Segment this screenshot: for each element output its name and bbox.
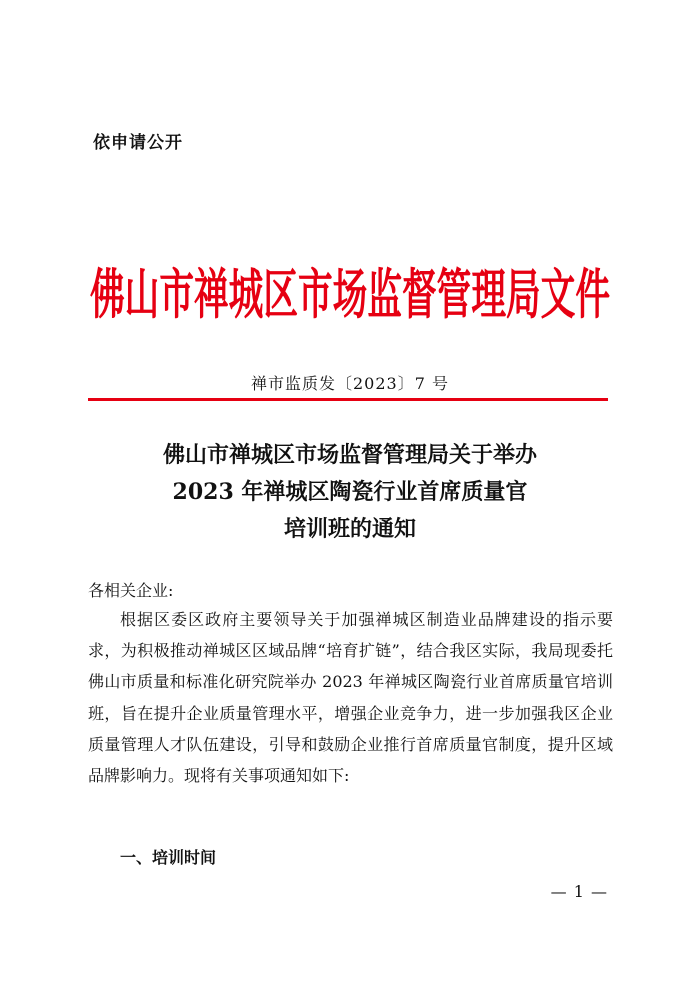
section-heading: 一、培训时间 bbox=[120, 848, 217, 867]
masthead bbox=[88, 256, 612, 332]
disclosure-label: 依申请公开 bbox=[93, 133, 183, 153]
salutation: 各相关企业: bbox=[88, 581, 174, 600]
masthead-graphic bbox=[88, 256, 612, 332]
red-divider bbox=[88, 398, 608, 401]
document-title bbox=[60, 437, 640, 548]
document-number: 禅市监质发〔2023〕7 号 bbox=[251, 374, 449, 393]
masthead-title: 佛山市禅城区市场监督管理局文件 bbox=[90, 265, 610, 325]
title-line: 佛山市禅城区市场监督管理局关于举办 bbox=[162, 442, 537, 468]
page-number: — 1 — bbox=[550, 882, 608, 901]
title-line: 2023 年禅城区陶瓷行业首席质量官 bbox=[172, 479, 528, 505]
body-paragraph: 根据区委区政府主要领导关于加强禅城区制造业品牌建设的指示要求，为积极推动禅城区区域品牌“培育扩链”，结合我区实际，我局现委托佛山市质量和标准化研究院举办 2023 年禅城区陶瓷行业首席质量官培训班，旨在提升企业质量管理水平，增强企业竞争力，进一步加强我区企业质量管理人才队伍建设，引导和鼓励企业推行首席质量官制度，提升区域品牌影响力。现将有关事项通知如下: bbox=[88, 610, 613, 786]
title-line: 培训班的通知 bbox=[283, 516, 416, 542]
